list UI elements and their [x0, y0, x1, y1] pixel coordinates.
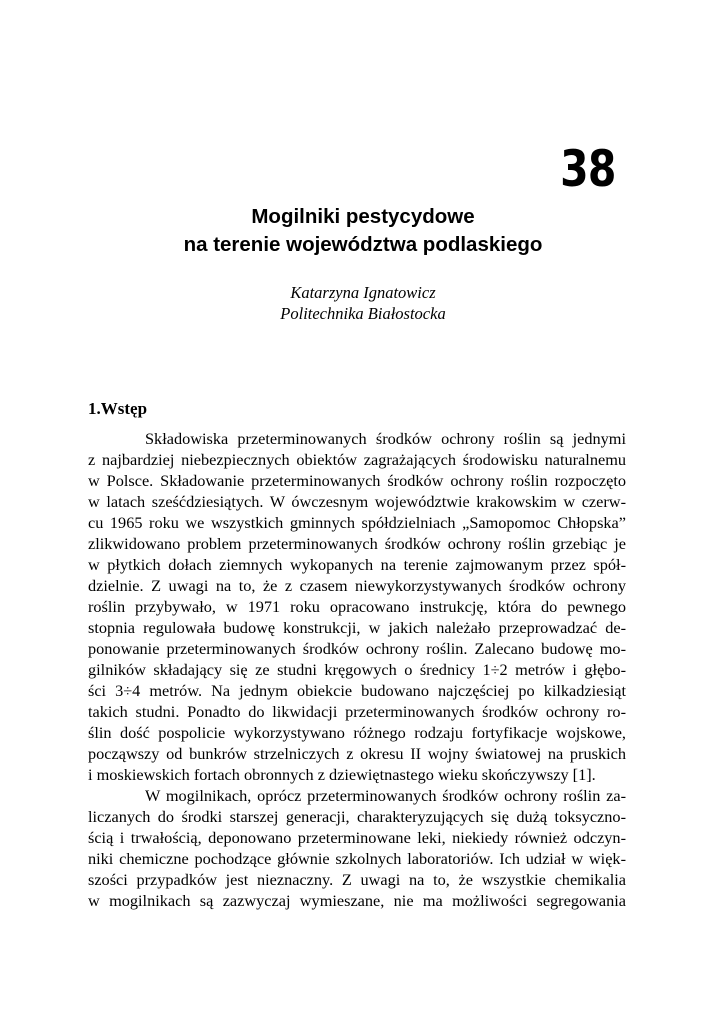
text-line: W mogilnikach, oprócz przeterminowanych środków ochrony roślin za-: [145, 786, 626, 805]
text-line: Składowiska przeterminowanych środków ochrony roślin są jednymi: [145, 429, 626, 448]
author-name: Katarzyna Ignatowicz: [290, 283, 436, 302]
text-line: począwszy od bunkrów strzelniczych z okresu II wojny światowej na pruskich: [88, 744, 626, 763]
text-line: w Polsce. Składowanie przeterminowanych środków ochrony roślin rozpoczęto: [88, 471, 626, 490]
text-line: ponowanie przeterminowanych środków ochrony roślin. Zalecano budowę mo-: [88, 639, 626, 658]
paper-title: [60, 203, 666, 259]
text-line: cu 1965 roku we wszystkich gminnych spółdzielniach „Samopomoc Chłopska”: [88, 513, 626, 532]
title-line-2: na terenie województwa podlaskiego: [183, 233, 543, 256]
text-line: gilników składający się ze studni kręgowych o średnicy 1÷2 metrów i głębo-: [88, 660, 626, 679]
text-line: w latach sześćdziesiątych. W ówczesnym województwie krakowskim w czerw-: [88, 492, 626, 511]
text-line: ślin dość pospolicie wykorzystywano różnego rodzaju fortyfikacje wojskowe,: [88, 723, 626, 742]
chapter-number: 38: [560, 140, 616, 198]
text-line: szości przypadków jest nieznaczny. Z uwagi na to, że wszystkie chemikalia: [88, 870, 626, 889]
author-block: [60, 282, 666, 324]
text-line: z najbardziej niebezpiecznych obiektów zagrażających środowisku naturalnemu: [88, 450, 626, 469]
title-line-1: Mogilniki pestycydowe: [251, 205, 475, 228]
text-line: i moskiewskich fortach obronnych z dziewiętnastego wieku skończywszy [1].: [88, 765, 596, 784]
body-text: [88, 428, 626, 911]
text-line: liczanych do środki starszej generacji, charakteryzujących się dużą toksyczno-: [88, 807, 626, 826]
text-line: ści 3÷4 metrów. Na jednym obiekcie budowano najczęściej po kilkadziesiąt: [88, 681, 626, 700]
author-affiliation: Politechnika Białostocka: [280, 304, 446, 323]
text-line: stopnia regulowała budowę konstrukcji, w jakich należało przeprowadzać de-: [88, 618, 626, 637]
section-heading: 1.Wstęp: [88, 399, 148, 418]
text-line: dzielnie. Z uwagi na to, że z czasem niewykorzystywanych środków ochrony: [88, 576, 626, 595]
text-line: takich studni. Ponadto do likwidacji przeterminowanych środków ochrony ro-: [88, 702, 626, 721]
text-line: zlikwidowano problem przeterminowanych środków ochrony roślin grzebiąc je: [88, 534, 626, 553]
text-line: ścią i trwałością, deponowano przeterminowane leki, niekiedy również odczyn-: [88, 828, 626, 847]
text-line: niki chemiczne pochodzące głównie szkolnych laboratoriów. Ich udział w więk-: [88, 849, 626, 868]
text-line: roślin przybywało, w 1971 roku opracowano instrukcję, która do pewnego: [88, 597, 626, 616]
text-line: w mogilnikach są zazwyczaj wymieszane, nie ma możliwości segregowania: [88, 891, 626, 910]
text-line: w płytkich dołach ziemnych wykopanych na terenie zajmowanym przez spół-: [88, 555, 626, 574]
